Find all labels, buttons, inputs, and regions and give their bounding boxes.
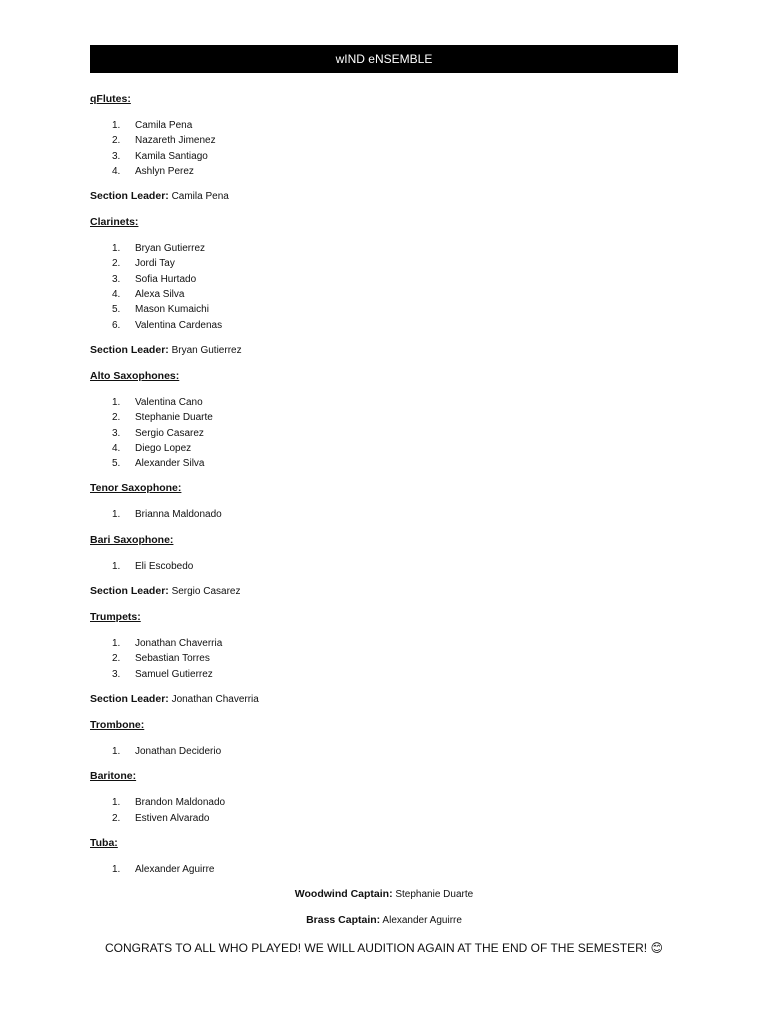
list-number: 1.: [112, 120, 121, 131]
list-number: 2.: [112, 653, 121, 665]
section-heading: Tenor Saxophone:: [90, 482, 182, 495]
member-name: Eli Escobedo: [135, 560, 194, 572]
list-item: [90, 636, 678, 651]
section-heading: Bari Saxophone:: [90, 533, 174, 546]
member-list: [90, 636, 678, 682]
member-name: Sergio Casarez: [135, 427, 204, 439]
list-item: [90, 302, 678, 317]
member-list: [90, 395, 678, 471]
member-list: [90, 559, 678, 574]
member-name: Valentina Cardenas: [135, 319, 223, 331]
instrument-section: [90, 836, 678, 877]
list-item: [90, 651, 678, 666]
list-number: 1.: [112, 396, 121, 408]
section-heading: Tuba:: [90, 836, 118, 849]
member-name: Stephanie Duarte: [135, 412, 213, 424]
member-name: Jordi Tay: [135, 258, 175, 270]
list-item: [90, 410, 678, 425]
list-number: 1.: [112, 509, 121, 521]
list-number: 3.: [112, 150, 121, 162]
list-number: 4.: [112, 165, 121, 177]
list-number: 1.: [112, 797, 121, 809]
list-item: [90, 133, 678, 148]
member-list: [90, 744, 678, 759]
list-item: [90, 559, 678, 574]
list-item: [90, 456, 678, 471]
member-name: Bryan Gutierrez: [135, 243, 206, 255]
list-item: [90, 862, 678, 877]
member-name: Estiven Alvarado: [135, 812, 210, 824]
member-name: Mason Kumaichi: [135, 304, 209, 316]
list-number: 3.: [112, 273, 121, 285]
member-name: Ashlyn Perez: [135, 165, 194, 177]
list-item: [90, 287, 678, 302]
list-number: 5.: [112, 458, 121, 470]
list-item: [90, 507, 678, 522]
brass-captain-label: Brass Captain:: [306, 914, 381, 927]
member-name: Brandon Maldonado: [135, 797, 226, 809]
section-heading: qFlutes:: [90, 93, 131, 105]
list-item: [90, 426, 678, 441]
member-list: [90, 795, 678, 826]
member-name: Jonathan Chaverria: [135, 638, 223, 650]
instrument-section: [90, 92, 678, 204]
instrument-section: [90, 769, 678, 826]
brass-captain: [90, 913, 678, 928]
list-number: 1.: [112, 638, 121, 650]
list-number: 1.: [112, 863, 121, 875]
woodwind-captain: [90, 887, 678, 902]
section-leader-label: Section Leader:: [90, 190, 169, 203]
member-name: Sofia Hurtado: [135, 273, 197, 285]
section-leader: [90, 189, 678, 204]
list-number: 1.: [112, 560, 121, 572]
member-name: Alexander Aguirre: [135, 863, 215, 875]
section-heading: Trombone:: [90, 718, 145, 731]
section-leader-name: Sergio Casarez: [171, 586, 241, 598]
document-title: [90, 45, 678, 73]
member-list: [90, 507, 678, 522]
section-heading: Baritone:: [90, 770, 137, 783]
list-number: 4.: [112, 289, 121, 301]
section-leader: [90, 343, 678, 358]
instrument-section: [90, 610, 678, 707]
list-item: [90, 272, 678, 287]
member-name: Samuel Gutierrez: [135, 668, 213, 680]
instrument-section: [90, 718, 678, 759]
instrument-section: [90, 215, 678, 358]
list-item: [90, 744, 678, 759]
list-item: [90, 441, 678, 456]
list-number: 3.: [112, 668, 121, 680]
member-name: Brianna Maldonado: [135, 509, 222, 521]
member-name: Alexa Silva: [135, 289, 185, 301]
list-item: [90, 395, 678, 410]
list-item: [90, 667, 678, 682]
list-item: [90, 149, 678, 164]
woodwind-captain-name: Stephanie Duarte: [395, 889, 474, 901]
member-name: Valentina Cano: [135, 396, 203, 408]
list-item: [90, 241, 678, 256]
list-number: 2.: [112, 412, 121, 424]
instrument-section: [90, 481, 678, 522]
member-name: Sebastian Torres: [135, 653, 210, 665]
section-leader: [90, 692, 678, 707]
member-name: Diego Lopez: [135, 442, 192, 454]
list-number: 2.: [112, 135, 121, 147]
list-number: 5.: [112, 304, 121, 316]
list-number: 6.: [112, 319, 121, 331]
woodwind-captain-label: Woodwind Captain:: [294, 888, 393, 901]
section-heading: Clarinets:: [90, 216, 139, 229]
list-number: 4.: [112, 442, 121, 454]
list-number: 1.: [112, 243, 121, 255]
sections-container: [90, 92, 678, 877]
section-heading: Alto Saxophones:: [90, 369, 180, 382]
list-item: [90, 318, 678, 333]
list-item: [90, 811, 678, 826]
list-number: 2.: [112, 258, 121, 270]
section-leader-label: Section Leader:: [90, 343, 169, 356]
member-name: Kamila Santiago: [135, 150, 208, 162]
section-leader-name: Camila Pena: [171, 191, 229, 203]
roster: [90, 92, 678, 957]
member-list: [90, 241, 678, 333]
instrument-section: [90, 369, 678, 471]
section-leader-label: Section Leader:: [90, 692, 169, 705]
title-text: wIND eNSEMBLE: [335, 52, 433, 66]
member-list: [90, 118, 678, 179]
section-leader: [90, 584, 678, 599]
list-number: 2.: [112, 812, 121, 824]
list-number: 3.: [112, 427, 121, 439]
member-name: Jonathan Deciderio: [135, 745, 222, 757]
member-name: Alexander Silva: [135, 458, 205, 470]
section-heading: Trumpets:: [90, 611, 141, 624]
section-leader-name: Bryan Gutierrez: [171, 344, 242, 356]
section-leader-label: Section Leader:: [90, 585, 169, 598]
section-leader-name: Jonathan Chaverria: [171, 693, 259, 705]
list-item: [90, 256, 678, 271]
member-list: [90, 862, 678, 877]
instrument-section: [90, 533, 678, 599]
member-name: Nazareth Jimenez: [135, 135, 216, 147]
congrats-message: CONGRATS TO ALL WHO PLAYED! WE WILL AUDITION AGAIN AT THE END OF THE SEMESTER! 😊: [105, 941, 663, 956]
brass-captain-name: Alexander Aguirre: [382, 915, 462, 927]
list-item: [90, 795, 678, 810]
list-item: [90, 164, 678, 179]
list-item: [90, 118, 678, 133]
member-name: Camila Pena: [135, 120, 193, 131]
list-number: 1.: [112, 745, 121, 757]
